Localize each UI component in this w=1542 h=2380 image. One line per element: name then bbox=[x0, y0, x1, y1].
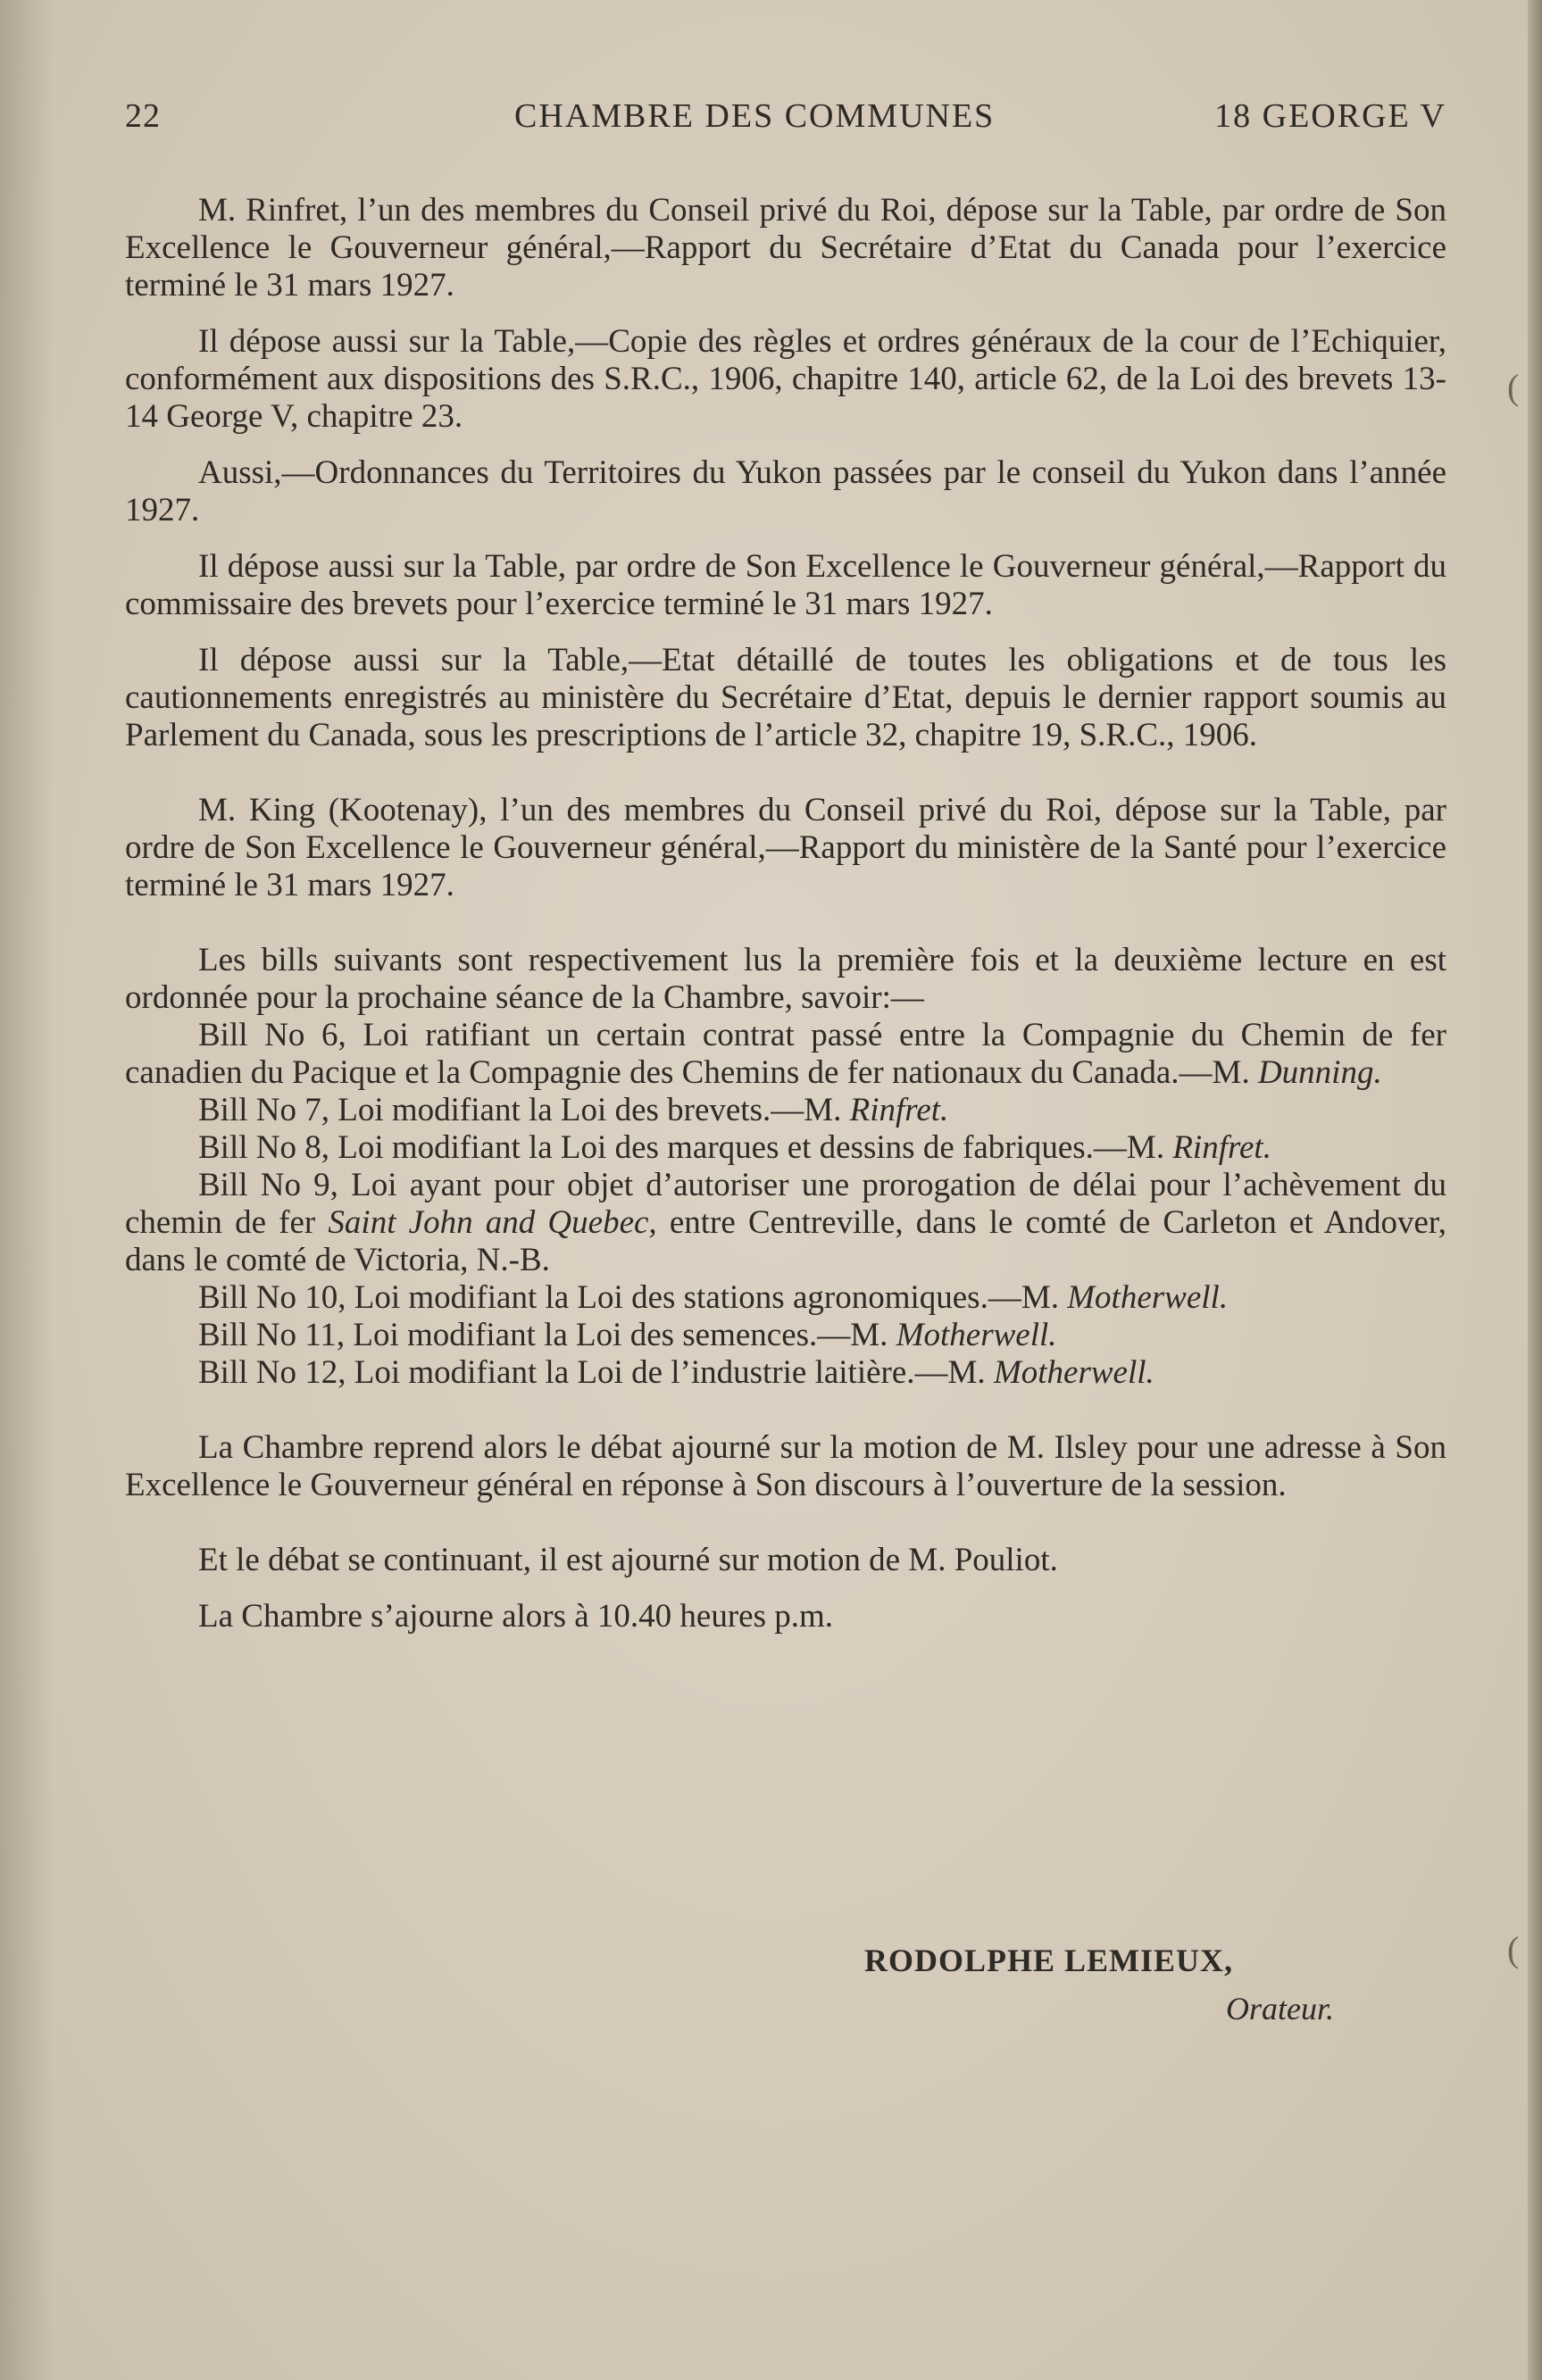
bill-text: entre Centreville, dans le comté de Carleton et Andover, dans le comté de Victoria, N.-B. bbox=[125, 1204, 1446, 1278]
bill-sponsor: Motherwell. bbox=[993, 1354, 1154, 1391]
bill-text: Bill No 10, Loi modifiant la Loi des stations agronomiques.—M. bbox=[198, 1279, 1068, 1316]
paragraph-bills-intro: Les bills suivants sont respectivement lus la première fois et la deuxième lecture en est ordonnée pour la prochaine séance de la Chambre, savoir:— bbox=[125, 942, 1446, 1016]
paragraph-king-report: M. King (Kootenay), l’un des membres du Conseil privé du Roi, dépose sur la Table, par ordre de Son Excellence le Gouverneur général,—Rapport du ministère de la Santé pour l’exercice terminé le 31 mars 1927. bbox=[125, 792, 1446, 903]
paragraph-obligations-statement: Il dépose aussi sur la Table,—Etat détaillé de toutes les obligations et de tous les cautionnements enregistrés au ministère du Secrétaire d’Etat, depuis le dernier rapport soumis au Parlement du Canada, sous les prescriptions de l’article 32, chapitre 19, S.R.C., 1906. bbox=[125, 642, 1446, 753]
bill-text: Bill No 7, Loi modifiant la Loi des brevets.—M. bbox=[198, 1092, 850, 1128]
bill-text: Bill No 11, Loi modifiant la Loi des semences.—M. bbox=[198, 1317, 896, 1353]
paragraph-rinfret-report: M. Rinfret, l’un des membres du Conseil privé du Roi, dépose sur la Table, par ordre de Son Excellence le Gouverneur général,—Rapport du Secrétaire d’Etat du Canada pour l’exercice terminé le 31 mars 1927. bbox=[125, 192, 1446, 304]
railway-name: Saint John and Quebec, bbox=[328, 1204, 657, 1241]
bill-item bbox=[125, 1167, 1446, 1279]
bill-item bbox=[125, 1017, 1446, 1092]
paragraph-yukon-ordinances: Aussi,—Ordonnances du Territoires du Yukon passées par le conseil du Yukon dans l’année 1927. bbox=[125, 454, 1446, 528]
paragraph-echiquier-rules: Il dépose aussi sur la Table,—Copie des règles et ordres généraux de la cour de l’Echiquier, conformément aux dispositions des S.R.C., 1906, chapitre 140, article 62, de la Loi des brevets 13-14 George V, chapitre 23. bbox=[125, 323, 1446, 435]
bill-sponsor: Rinfret. bbox=[849, 1092, 949, 1128]
bill-text: Bill No 6, Loi ratifiant un certain contrat passé entre la Compagnie du Chemin de fer canadien du Pacique et la Compagnie des Chemins de fer nationaux du Canada.—M. bbox=[125, 1017, 1446, 1091]
paragraph-house-adjourns: La Chambre s’ajourne alors à 10.40 heures p.m. bbox=[198, 1598, 834, 1635]
paragraph-debate-adjourned: Et le débat se continuant, il est ajourné sur motion de M. Pouliot. bbox=[198, 1542, 1058, 1578]
bill-item bbox=[125, 1354, 1446, 1392]
bill-item bbox=[125, 1129, 1446, 1167]
paragraph-patents-report: Il dépose aussi sur la Table, par ordre de Son Excellence le Gouverneur général,—Rapport du commissaire des brevets pour l’exercice terminé le 31 mars 1927. bbox=[125, 548, 1446, 622]
page-edge-right bbox=[1528, 0, 1542, 2380]
signature-block bbox=[864, 1942, 1364, 2027]
speaker-role: Orateur. bbox=[1226, 1991, 1335, 2026]
document-body bbox=[125, 192, 1446, 1654]
header-reign: 18 GEORGE V bbox=[1214, 97, 1446, 135]
bill-text: Bill No 12, Loi modifiant la Loi de l’industrie laitière.—M. bbox=[198, 1354, 994, 1391]
page-number: 22 bbox=[125, 97, 161, 135]
running-header bbox=[125, 96, 1446, 141]
bill-sponsor: Motherwell. bbox=[1067, 1279, 1229, 1316]
bill-sponsor: Motherwell. bbox=[896, 1317, 1057, 1353]
bill-item bbox=[125, 1317, 1446, 1354]
bill-text: Bill No 8, Loi modifiant la Loi des marques et dessins de fabriques.—M. bbox=[198, 1129, 1173, 1166]
paragraph-debate-resumed: La Chambre reprend alors le débat ajourné sur la motion de M. Ilsley pour une adresse à Son Excellence le Gouverneur général en réponse à Son discours à l’ouverture de la session. bbox=[125, 1429, 1446, 1503]
bill-sponsor: Dunning. bbox=[1257, 1054, 1382, 1091]
margin-mark-icon: ( bbox=[1507, 367, 1520, 407]
speaker-name: RODOLPHE LEMIEUX, bbox=[864, 1943, 1234, 1978]
bill-item bbox=[125, 1092, 1446, 1129]
header-title: CHAMBRE DES COMMUNES bbox=[514, 97, 996, 135]
margin-mark-icon: ( bbox=[1507, 1929, 1520, 1969]
bill-text: Bill No 9, Loi ayant pour objet d’autoriser une prorogation de délai pour l’achèvement du chemin de fer bbox=[125, 1167, 1446, 1241]
page-shadow-left bbox=[0, 0, 54, 2380]
bill-item bbox=[125, 1279, 1446, 1317]
bill-sponsor: Rinfret. bbox=[1172, 1129, 1271, 1166]
